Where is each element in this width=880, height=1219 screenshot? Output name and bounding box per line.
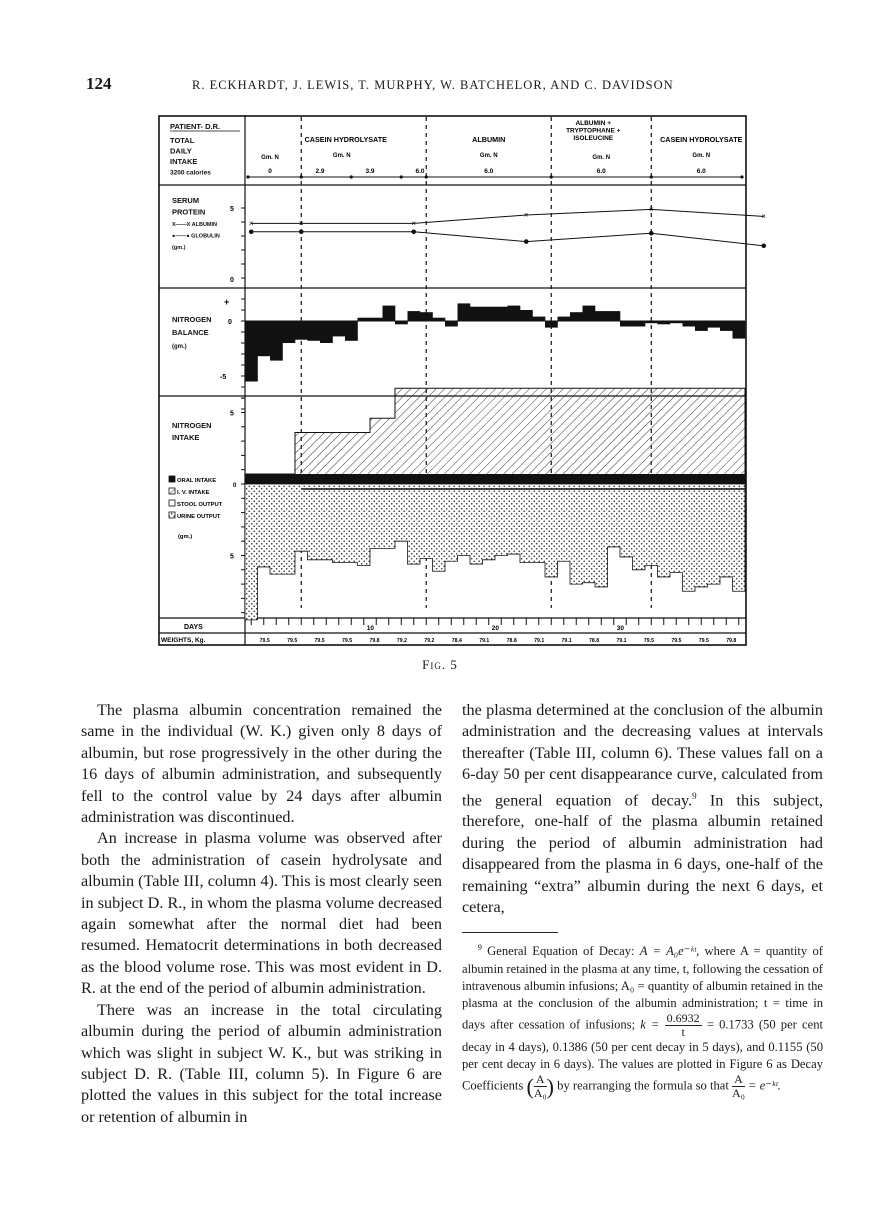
balance-bar [620,321,633,327]
unit-label: Gm. N [261,155,279,161]
albumin-point: × [761,211,767,221]
tick-label: -5 [220,374,227,381]
figure-caption: Fig. 5 [422,657,458,672]
weight-value: 79.5 [287,638,298,644]
arrow-head [400,175,403,178]
period-label: TRYPTOPHANE + [566,127,621,135]
weight-value: 79.1 [534,638,545,644]
period-label: ALBUMIN + [575,120,612,127]
balance-bar [520,310,533,321]
intake-row-label: INTAKE [170,157,198,166]
serum-label: X——X ALBUMIN [172,222,218,228]
iv-intake-area [245,388,745,484]
balance-bar [558,317,571,321]
balance-bar [458,303,471,321]
arrow-head [550,175,553,178]
balance-label: (gm.) [172,344,187,350]
tick-label: 5 [230,410,234,418]
balance-bar [495,307,508,321]
arrow-head [350,175,353,178]
weights-label: WEIGHTS, Kg. [161,637,206,644]
intake-label: NITROGEN [172,421,212,430]
balance-bar [395,321,408,324]
tick-label: 0 [230,277,234,284]
day-label: 30 [616,625,624,632]
balance-bar [470,307,483,321]
balance-bar [708,321,721,328]
balance-bar [608,311,621,321]
balance-bar [733,321,746,339]
weight-value: 78.8 [506,638,517,644]
balance-bar [370,318,383,321]
weight-value: 79.2 [424,638,435,644]
arrow-head [650,175,653,178]
page-number: 124 [86,74,112,93]
legend-label: STOOL OUTPUT [177,502,223,508]
footnote-reference: 9 [692,790,697,801]
tick-label: 5 [230,206,234,213]
days-label: DAYS [184,624,203,631]
fraction: $\frac{0.6932}{t}$ [666,1010,700,1039]
footnote-rule [462,932,558,933]
weight-value: 79.5 [314,638,325,644]
intake-value: 0 [268,168,272,175]
balance-bar [295,321,308,340]
arrow-head [300,175,303,178]
legend-label: (gm.) [178,534,193,540]
weight-value: 79.5 [643,638,654,644]
balance-bar [595,311,608,321]
arrow-head [425,175,428,178]
paragraph: An increase in plasma volume was observed after both the administration of casein hydrolysate and albumin (Table III, column 4). This is most clearly seen in subject D. R., in whom the plasma volume decreased again somewhat after the normal diet had been resumed. Hematocrit determinations in both decreased as the blood volume rose. This was most evident in D. R. at the end of the period of albumin administration. [81,829,442,998]
albumin-point: × [248,218,254,228]
day-label: 10 [366,625,374,632]
weight-value: 78.8 [589,638,600,644]
unit-label: Gm. N [592,155,611,161]
tick-label: 0 [233,483,237,489]
globulin-point [249,230,254,235]
balance-bar [383,306,396,321]
weight-value: 79.1 [616,638,627,644]
albumin-point: × [411,218,417,228]
unit-label: Gm. N [692,153,711,159]
balance-bar [270,321,283,361]
balance-label: NITROGEN [172,315,212,324]
globulin-point [761,244,766,249]
balance-bar [658,321,671,324]
globulin-point [299,230,304,235]
albumin-point: × [648,204,654,214]
serum-label: (gm.) [172,245,186,251]
weight-value: 79.5 [342,638,353,644]
globulin-point [411,230,416,235]
day-label: 20 [491,625,499,632]
figure-5-chart [158,115,767,650]
albumin-point: × [298,218,304,228]
intake-value: 3.9 [365,168,375,175]
balance-bar [633,321,646,327]
legend-swatch [169,476,175,482]
globulin-line [251,232,764,246]
intake-value: 6.0 [415,168,425,175]
running-head: R. ECKHARDT, J. LEWIS, T. MURPHY, W. BATCHELOR, AND C. DAVIDSON [192,78,674,92]
balance-bar [683,321,696,327]
balance-bar [308,321,321,341]
patient-label: PATIENT- D.R. [170,122,221,131]
balance-bar [670,321,683,323]
balance-bar [445,321,458,327]
balance-bar [483,307,496,321]
balance-label: BALANCE [172,328,209,337]
balance-bar [720,321,733,331]
balance-bar [283,321,296,343]
weight-value: 79.2 [396,638,407,644]
weight-value: 79.1 [479,638,490,644]
intake-value: 6.0 [596,168,606,175]
intake-row-label: TOTAL [170,136,195,145]
intake-value: 2.9 [315,168,325,175]
tick-label: + [224,297,230,307]
unit-label: Gm. N [332,153,351,159]
balance-bar [695,321,708,331]
paragraph: There was an increase in the total circulating albumin during the period of albumin administration which was slight in subject W. K., but was striking in subject D. R. (Table III, column 5). In Figure 6 are plotted the values in this subject for the total increase or retention of albumin in [81,1000,442,1126]
balance-bar [333,321,346,336]
unit-label: Gm. N [479,153,498,159]
legend-swatch [169,488,175,494]
serum-label: ●——● GLOBULIN [172,233,220,240]
balance-bar [408,311,421,321]
serum-label: PROTEIN [172,207,206,217]
balance-bar [508,306,521,321]
arrow-head [740,175,743,178]
balance-bar [583,306,596,321]
intake-value: 6.0 [484,168,494,175]
paragraph: the plasma determined at the conclusion of the albumin administration and the decreasing values at intervals thereafter (Table III, column 6). These values fall on a 6-day 50 per cent disappearance curve, calculated from the general equation of decay.$^9$ In this subject, therefore, one-half of the plasma albumin retained during the period of albumin administration had disappeared from the plasma in 6 days, one-half of the remaining “extra” albumin during the next 6 days, et cetera, [462,701,823,917]
legend-swatch [169,500,175,506]
weight-value: 79.5 [259,638,270,644]
period-label: CASEIN HYDROLYSATE [660,135,743,144]
fraction: $\frac{A}{\text{A₀}}$ [732,1071,745,1100]
right-column [462,700,823,1100]
serum-label: SERUM [172,196,200,205]
footnote: $^9$ General Equation of Decay: A = A₀e⁻ᵏᵗ, where A = quantity of albumin retained in the plasma at any time, t, following the cessation of intravenous albumin infusions; A₀ = quantity of albumin retained in the plasma at the conclusion of the albumin administration; t = time in days after cessation of infusions; k = $\frac{0.6932}{t}$ = 0.1733 (50 per cent decay in 4 days), 0.1386 (50 per cent decay in 5 days), and 0.1155 (50 per cent decay in 6 days). The values are plotted in Figure 6 as Decay Coefficients ( $\frac{A}{\text{A₀}}$ ) by rearranging the formula so that $\frac{A}{\text{A₀}}$ = e⁻ᵏᵗ. [462,943,824,1100]
weight-value: 79.1 [561,638,572,644]
balance-bar [345,321,358,341]
legend-label: I. V. INTAKE [177,490,210,496]
balance-bar [358,318,371,321]
tick-label: 0 [228,319,232,326]
period-label: ALBUMIN [472,135,506,144]
paragraph: The plasma albumin concentration remained the same in the individual (W. K.) given only 8 days of albumin, but rose progressively in the other during the 16 days of albumin administration, and subsequently fell to the control value by 24 days after albumin administration was discontinued. [81,701,442,827]
weight-value: 79.5 [671,638,682,644]
balance-bar [533,317,546,321]
balance-bar [433,318,446,321]
balance-bar [420,312,433,321]
output-area [245,484,745,620]
balance-bar [320,321,333,343]
albumin-point: × [523,210,529,220]
weight-value: 79.5 [698,638,709,644]
globulin-point [649,231,654,236]
balance-bar [570,312,583,321]
period-label: ISOLEUCINE [573,135,614,142]
balance-bar [645,321,658,323]
legend-label: URINE OUTPUT [177,514,221,520]
intake-row-label: 3200 calories [170,169,211,177]
weight-value: 79.8 [369,638,380,644]
balance-bar [258,321,271,356]
fraction: $\frac{A}{\text{A₀}}$ [533,1071,547,1100]
globulin-point [524,239,529,244]
weight-value: 79.8 [726,638,737,644]
arrow-head [246,175,249,178]
legend-label: ORAL INTAKE [177,478,217,484]
albumin-line [251,209,767,223]
left-column [81,700,442,1128]
intake-row-label: DAILY [170,146,192,156]
tick-label: 5 [230,553,234,561]
oral-intake-band [245,474,745,484]
legend-swatch [169,512,175,518]
figure-marks [245,205,766,620]
intake-label: INTAKE [172,433,200,442]
period-label: CASEIN HYDROLYSATE [304,135,387,144]
balance-bar [245,321,258,382]
weight-value: 78.4 [451,638,462,644]
balance-bar [545,321,558,328]
intake-value: 6.0 [696,168,706,175]
